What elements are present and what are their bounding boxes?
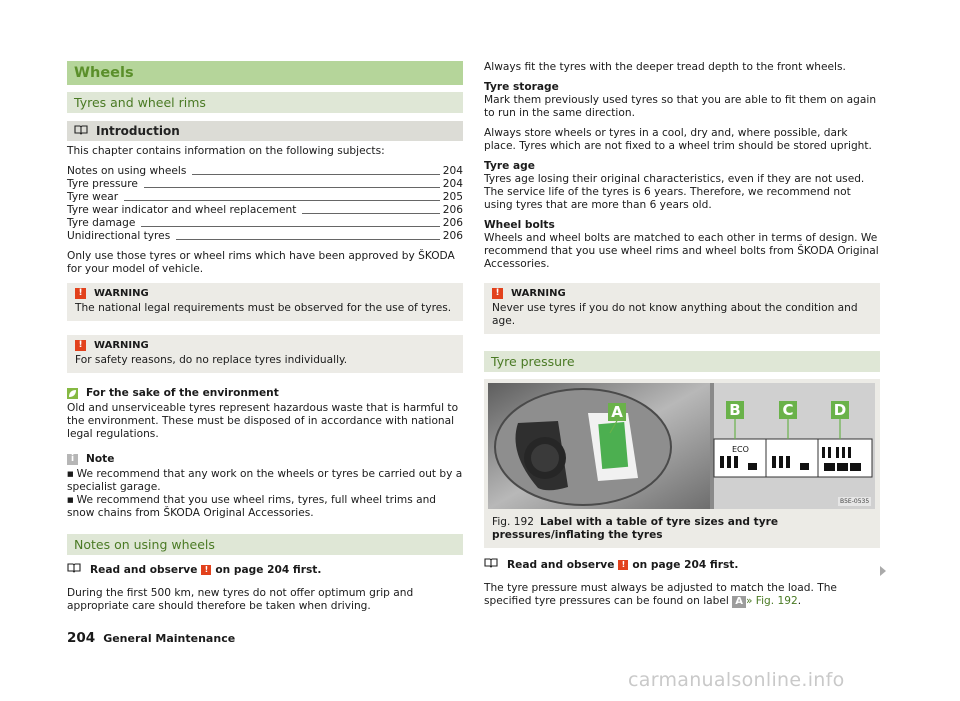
warning-icon: ! [75,288,86,299]
only-use-text: Only use those tyres or wheel rims which have been approved by ŠKODA for your model of vehicle. [67,250,455,275]
book-icon [74,121,88,141]
note-box: i Note ■ We recommend that any work on the wheels or tyres be carried out by a specialist garage. ■ We recommend that you use wheel rims, tyres, full wheel trims and snow chains from ŠKODA Original Accessories. [67,453,463,520]
continue-arrow-icon [880,566,886,576]
figure-caption: Fig. 192 Label with a table of tyre sizes and tyre pressures/inflating the tyres [492,516,779,541]
watermark: carmanualsonline.info [628,669,845,691]
book-icon [67,563,81,577]
notes-body: During the first 500 km, new tyres do not offer optimum grip and appropriate care should therefore be taken when driving. [67,587,414,612]
warning-box: ! WARNING The national legal requirements must be observed for the use of tyres. [67,283,463,321]
chapter-heading: Wheels [67,61,463,85]
intro-lead: This chapter contains information on the following subjects: [67,145,385,157]
toc-item[interactable]: Tyre wear 205 [67,191,463,203]
toc-item[interactable]: Unidirectional tyres 206 [67,230,463,242]
page-number: 204 [67,630,96,646]
notes-on-using-wheels-heading: Notes on using wheels [67,534,463,555]
callout-d: D [831,401,849,419]
footer-title: General Maintenance [103,632,236,645]
introduction-heading [67,121,463,141]
wheel-bolts-text: Wheels and wheel bolts are matched to each other in terms of design. We recommend that you use wheel rims and wheel bolts from ŠKODA Original Accessories. [484,232,879,270]
leaf-icon [67,388,78,399]
warning-icon: ! [75,340,86,351]
figure-code: B5E-0535 [840,498,870,505]
info-icon: i [67,454,78,465]
warning-icon: ! [201,565,211,575]
warning-text: For safety reasons, do no replace tyres individually. [75,354,348,366]
book-icon [484,558,498,572]
toc-item[interactable]: Tyre pressure 204 [67,178,463,190]
read-and-observe: Read and observe ! on page 204 first. [67,563,463,577]
read-and-observe: Read and observe ! on page 204 first. [484,558,880,572]
tyre-age-text: Tyres age losing their original characteristics, even if they are not used. The service life of the tyres is 6 years. Therefore, we recommend not using tyres that are more than 6 years old. [484,173,865,211]
environment-text: Old and unserviceable tyres represent hazardous waste that is harmful to the environment. These must be disposed of in accordance with national legal regulations. [67,402,459,440]
tyre-label-illustration [488,383,875,509]
tyre-age-title: Tyre age [484,160,535,172]
right-column [484,61,880,615]
toc-item[interactable]: Tyre wear indicator and wheel replacement 206 [67,204,463,216]
page-footer [67,632,235,645]
toc-item[interactable]: Notes on using wheels 204 [67,165,463,177]
warning-text: The national legal requirements must be observed for the use of tyres. [75,302,452,314]
table-of-contents [67,165,463,243]
callout-a: A [608,403,626,421]
toc-item[interactable]: Tyre damage 206 [67,217,463,229]
warning-box: ! WARNING Never use tyres if you do not know anything about the condition and age. [484,283,880,334]
warning-icon: ! [492,288,503,299]
left-column [67,61,463,620]
introduction-title: Introduction [96,124,180,138]
wheel-bolts-title: Wheel bolts [484,219,555,231]
warning-box: ! WARNING For safety reasons, do no replace tyres individually. [67,335,463,373]
figure-192 [484,379,880,548]
eco-label: ECO [732,445,749,454]
front-wheels-text: Always fit the tyres with the deeper tread depth to the front wheels. [484,61,846,73]
callout-c: C [779,401,797,419]
label-a-ref: A [732,596,746,608]
note-item: ■ We recommend that any work on the wheels or tyres be carried out by a specialist garage. [67,468,463,494]
environment-note: For the sake of the environment Old and unserviceable tyres represent hazardous waste that is harmful to the environment. These must be disposed of in accordance with national legal regulations. [67,387,463,441]
tyre-storage-text-2: Always store wheels or tyres in a cool, dry and, where possible, dark place. Tyres which are not fixed to a wheel trim should be stored upright. [484,127,872,152]
tyre-pressure-heading: Tyre pressure [484,351,880,372]
section-heading: Tyres and wheel rims [67,92,463,113]
warning-icon: ! [618,560,628,570]
tyre-pressure-text: The tyre pressure must always be adjusted to match the load. The specified tyre pressures can be found on label A » Fig. 192. [484,582,837,607]
callout-b: B [726,401,744,419]
note-item: ■ We recommend that you use wheel rims, tyres, full wheel trims and snow chains from ŠKODA Original Accessories. [67,494,463,520]
warning-text: Never use tyres if you do not know anything about the condition and age. [492,302,858,327]
tyre-storage-title: Tyre storage [484,81,559,93]
tyre-storage-text: Mark them previously used tyres so that you are able to fit them on again to run in the same direction. [484,94,877,119]
figure-link[interactable]: » Fig. 192 [745,595,798,607]
